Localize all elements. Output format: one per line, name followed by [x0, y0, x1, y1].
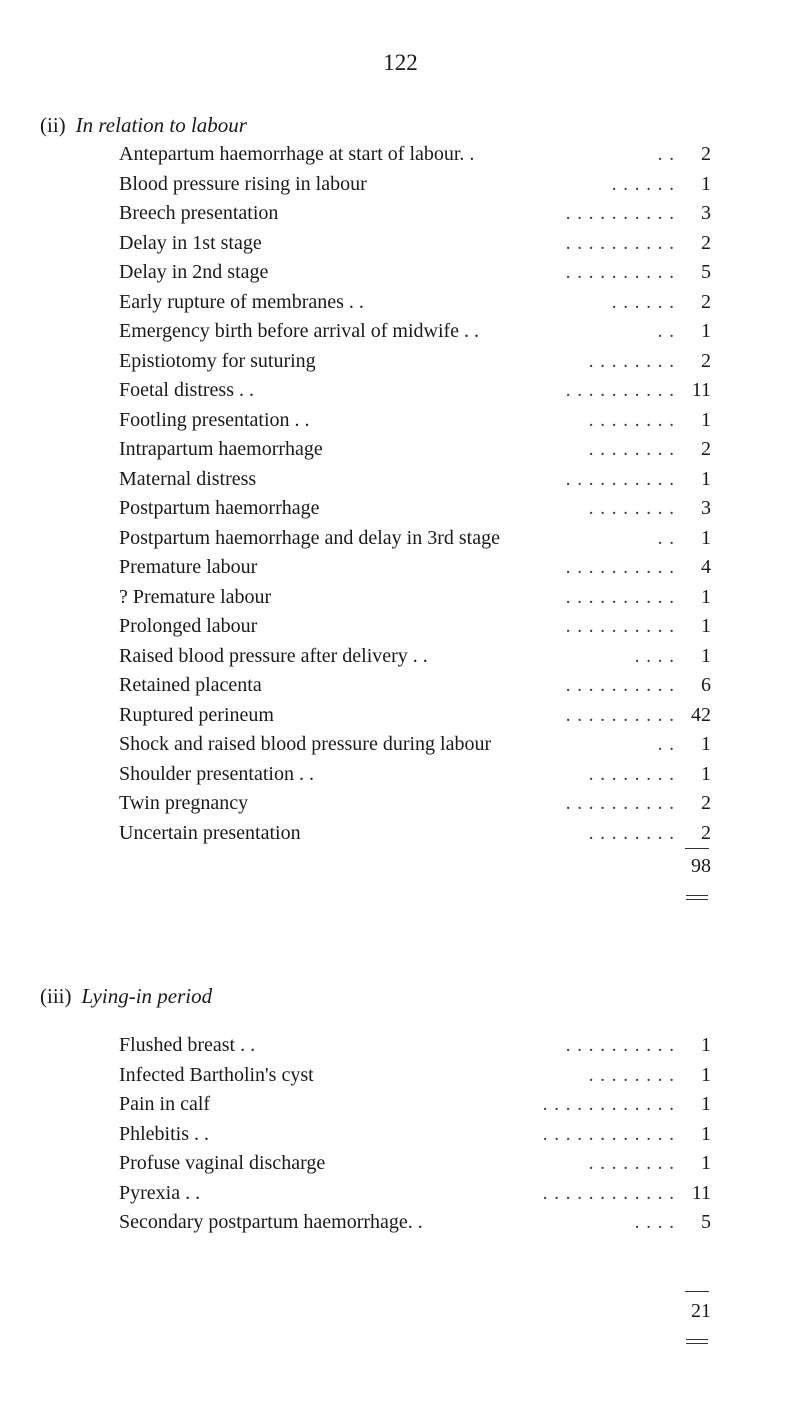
item-count: 1 — [701, 615, 711, 637]
leader-dots: . . — [657, 734, 675, 755]
list-item — [119, 760, 711, 790]
item-count: 2 — [701, 290, 711, 313]
item-label: Profuse vaginal discharge — [119, 1152, 329, 1174]
total-double-rule — [686, 1339, 708, 1344]
labour-total: 98 — [691, 855, 711, 877]
list-item — [119, 642, 711, 672]
total-rule — [685, 1291, 709, 1292]
item-label: Early rupture of membranes . . — [119, 291, 368, 313]
item-label: Maternal distress — [119, 468, 260, 490]
item-label: Prolonged labour — [119, 615, 261, 637]
leader-dots: . . — [657, 527, 675, 549]
item-count: 1 — [701, 644, 711, 667]
item-count: 42 — [691, 703, 711, 726]
item-count: 1 — [701, 408, 711, 431]
list-item — [119, 553, 711, 583]
leader-dots: . . . . . . . . — [588, 498, 675, 519]
labour-list — [119, 140, 711, 848]
item-count: 4 — [701, 556, 711, 578]
leader-dots: . . . . . . . . . . . . — [542, 1123, 675, 1145]
leader-dots: . . . . . . . . . . — [565, 468, 675, 490]
list-item — [119, 583, 711, 613]
item-count: 2 — [701, 792, 711, 814]
item-count: 1 — [701, 1152, 711, 1174]
list-item — [119, 524, 711, 554]
item-label: Breech presentation — [119, 202, 282, 224]
item-count: 1 — [701, 320, 711, 342]
item-label: Pyrexia . . — [119, 1182, 204, 1204]
item-count: 3 — [701, 497, 711, 519]
leader-dots: . . — [657, 321, 675, 342]
list-item — [119, 1149, 711, 1179]
item-label: Retained placenta — [119, 674, 266, 696]
item-label: Ruptured perineum — [119, 704, 278, 726]
list-item — [119, 612, 711, 642]
item-count: 1 — [701, 1063, 711, 1086]
item-count: 3 — [701, 202, 711, 224]
leader-dots: . . . . — [634, 645, 675, 667]
item-count: 1 — [701, 585, 711, 608]
item-count: 1 — [701, 1122, 711, 1145]
list-item — [119, 671, 711, 701]
leader-dots: . . . . . . . . — [588, 409, 675, 431]
item-label: Epistiotomy for suturing — [119, 350, 320, 372]
item-count: 1 — [701, 526, 711, 549]
leader-dots: . . . . . . . . . . — [565, 793, 675, 814]
list-item — [119, 465, 711, 495]
leader-dots: . . . . . . . . — [588, 763, 675, 785]
item-count: 5 — [701, 261, 711, 283]
leader-dots: . . . . . . . . . . — [565, 203, 675, 224]
list-item — [119, 435, 711, 465]
item-label: Blood pressure rising in labour — [119, 173, 371, 195]
list-item — [119, 229, 711, 259]
list-item — [119, 1208, 711, 1238]
leader-dots: . . — [657, 144, 675, 165]
leader-dots: . . . . . . . . . . — [565, 380, 675, 401]
list-item — [119, 494, 711, 524]
leader-dots: . . . . . . — [611, 173, 675, 195]
total-double-rule — [686, 895, 708, 900]
list-item — [119, 376, 711, 406]
section-heading-labour — [40, 113, 247, 138]
list-item — [119, 140, 711, 170]
item-label: Raised blood pressure after delivery . . — [119, 645, 432, 667]
item-count: 6 — [701, 674, 711, 696]
section-title: In relation to labour — [75, 113, 247, 137]
section-title: Lying-in period — [81, 984, 213, 1008]
list-item — [119, 1120, 711, 1150]
item-label: ? Premature labour — [119, 586, 275, 608]
item-label: Postpartum haemorrhage — [119, 497, 324, 519]
list-item — [119, 170, 711, 200]
list-item — [119, 701, 711, 731]
item-label: Premature labour — [119, 556, 261, 578]
item-label: Infected Bartholin's cyst — [119, 1064, 318, 1086]
item-count: 11 — [691, 1181, 711, 1204]
list-item — [119, 1031, 711, 1061]
item-label: Foetal distress . . — [119, 379, 258, 401]
list-item — [119, 347, 711, 377]
leader-dots: . . . . . . . . . . . . — [542, 1182, 675, 1204]
item-count: 1 — [701, 733, 711, 755]
list-item — [119, 789, 711, 819]
list-item — [119, 1090, 711, 1120]
leader-dots: . . . . . . . . . . — [565, 1035, 675, 1056]
leader-dots: . . . . . . . . — [588, 822, 675, 844]
item-count: 1 — [701, 467, 711, 490]
item-label: Intrapartum haemorrhage — [119, 438, 327, 460]
item-label: Uncertain presentation — [119, 822, 305, 844]
total-rule — [685, 848, 709, 849]
section-heading-lying-in — [40, 984, 212, 1009]
leader-dots: . . . . . . . . . . — [565, 232, 675, 254]
leader-dots: . . . . . . . . . . — [565, 616, 675, 637]
section-numeral: (iii) — [40, 984, 72, 1008]
item-label: Delay in 1st stage — [119, 232, 266, 254]
leader-dots: . . . . . . . . . . — [565, 262, 675, 283]
list-item — [119, 1061, 711, 1091]
item-count: 11 — [691, 379, 711, 401]
item-count: 5 — [701, 1211, 711, 1233]
item-label: Twin pregnancy — [119, 792, 252, 814]
list-item — [119, 406, 711, 436]
item-count: 2 — [701, 438, 711, 460]
list-item — [119, 819, 711, 849]
lying-in-list — [119, 1031, 711, 1238]
list-item — [119, 258, 711, 288]
item-label: Phlebitis . . — [119, 1123, 213, 1145]
list-item — [119, 317, 711, 347]
leader-dots: . . . . . . . . . . — [565, 586, 675, 608]
list-item — [119, 199, 711, 229]
leader-dots: . . . . . . . . — [588, 1064, 675, 1086]
leader-dots: . . . . . . . . . . — [565, 675, 675, 696]
leader-dots: . . . . . . . . . . — [565, 704, 675, 726]
lying-in-total: 21 — [691, 1300, 711, 1322]
leader-dots: . . . . . . . . . . . . — [542, 1094, 675, 1115]
section-numeral: (ii) — [40, 113, 66, 137]
page-number: 122 — [383, 50, 418, 75]
list-item — [119, 730, 711, 760]
item-label: Pain in calf — [119, 1093, 214, 1115]
item-label: Antepartum haemorrhage at start of labour. . — [119, 143, 478, 165]
leader-dots: . . . . . . . . — [588, 1153, 675, 1174]
item-label: Shoulder presentation . . — [119, 763, 318, 785]
item-count: 2 — [701, 821, 711, 844]
item-label: Emergency birth before arrival of midwife . . — [119, 320, 483, 342]
item-label: Postpartum haemorrhage and delay in 3rd stage — [119, 527, 504, 549]
item-label: Secondary postpartum haemorrhage. . — [119, 1211, 427, 1233]
item-label: Footling presentation . . — [119, 409, 314, 431]
item-label: Shock and raised blood pressure during labour — [119, 733, 495, 755]
leader-dots: . . . . — [634, 1212, 675, 1233]
leader-dots: . . . . . . . . . . — [565, 557, 675, 578]
item-label: Delay in 2nd stage — [119, 261, 272, 283]
item-count: 2 — [701, 349, 711, 372]
item-count: 1 — [701, 1034, 711, 1056]
list-item — [119, 288, 711, 318]
leader-dots: . . . . . . — [611, 291, 675, 313]
leader-dots: . . . . . . . . — [588, 439, 675, 460]
item-count: 2 — [701, 231, 711, 254]
item-count: 2 — [701, 143, 711, 165]
item-count: 1 — [701, 762, 711, 785]
list-item — [119, 1179, 711, 1209]
item-count: 1 — [701, 1093, 711, 1115]
item-count: 1 — [701, 172, 711, 195]
item-label: Flushed breast . . — [119, 1034, 259, 1056]
leader-dots: . . . . . . . . — [588, 350, 675, 372]
